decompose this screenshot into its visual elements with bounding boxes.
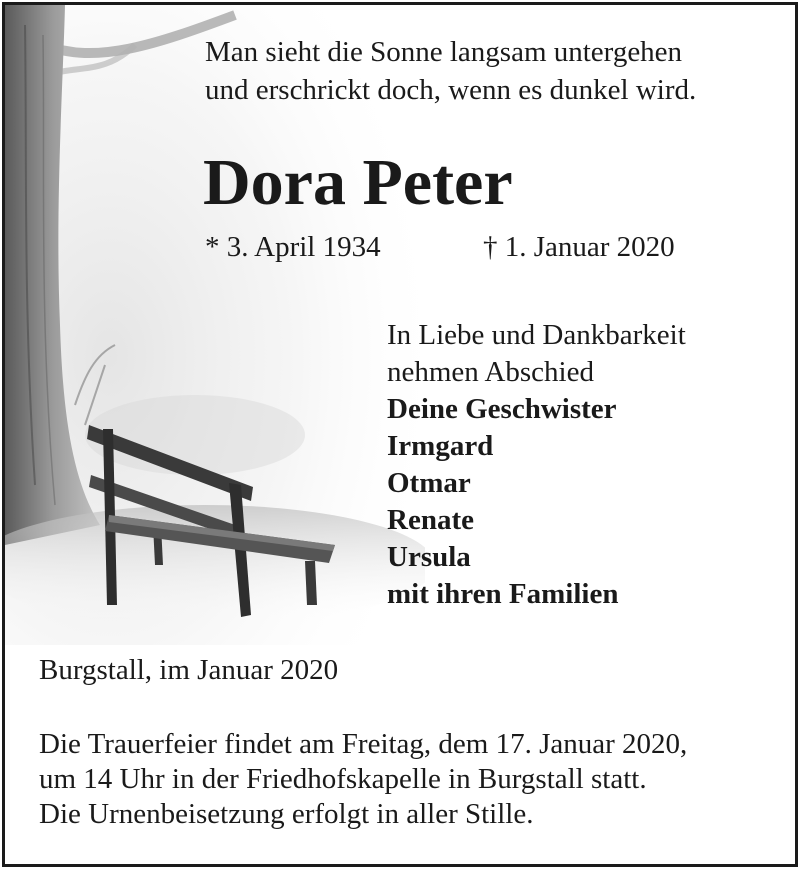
place-and-date: Burgstall, im Januar 2020	[39, 654, 339, 686]
service-line: Die Urnenbeisetzung erfolgt in aller Stille.	[39, 798, 534, 830]
mourner-name: Ursula	[387, 541, 471, 573]
mourners-intro: In Liebe und Dankbarkeit	[387, 319, 686, 351]
obituary-notice	[2, 2, 798, 867]
snow-drift	[85, 395, 305, 475]
birth-date: * 3. April 1934	[205, 231, 381, 263]
death-date: † 1. Januar 2020	[483, 231, 675, 263]
motto-quote	[205, 33, 696, 109]
motto-line: Man sieht die Sonne langsam untergehen	[205, 36, 683, 68]
motto-line: und erschrickt doch, wenn es dunkel wird.	[205, 74, 697, 106]
service-line: Die Trauerfeier findet am Freitag, dem 17. Januar 2020,	[39, 728, 688, 760]
mourners-block	[387, 317, 686, 613]
mourner-name: Renate	[387, 504, 474, 536]
deceased-name: Dora Peter	[203, 146, 513, 219]
mourner-name: Irmgard	[387, 430, 494, 462]
service-info	[39, 727, 687, 832]
mourners-intro: nehmen Abschied	[387, 356, 594, 388]
mourner-name: Otmar	[387, 467, 471, 499]
mourners-group: Deine Geschwister	[387, 393, 617, 425]
mourners-closing: mit ihren Familien	[387, 578, 619, 610]
service-line: um 14 Uhr in der Friedhofskapelle in Burgstall statt.	[39, 763, 647, 795]
